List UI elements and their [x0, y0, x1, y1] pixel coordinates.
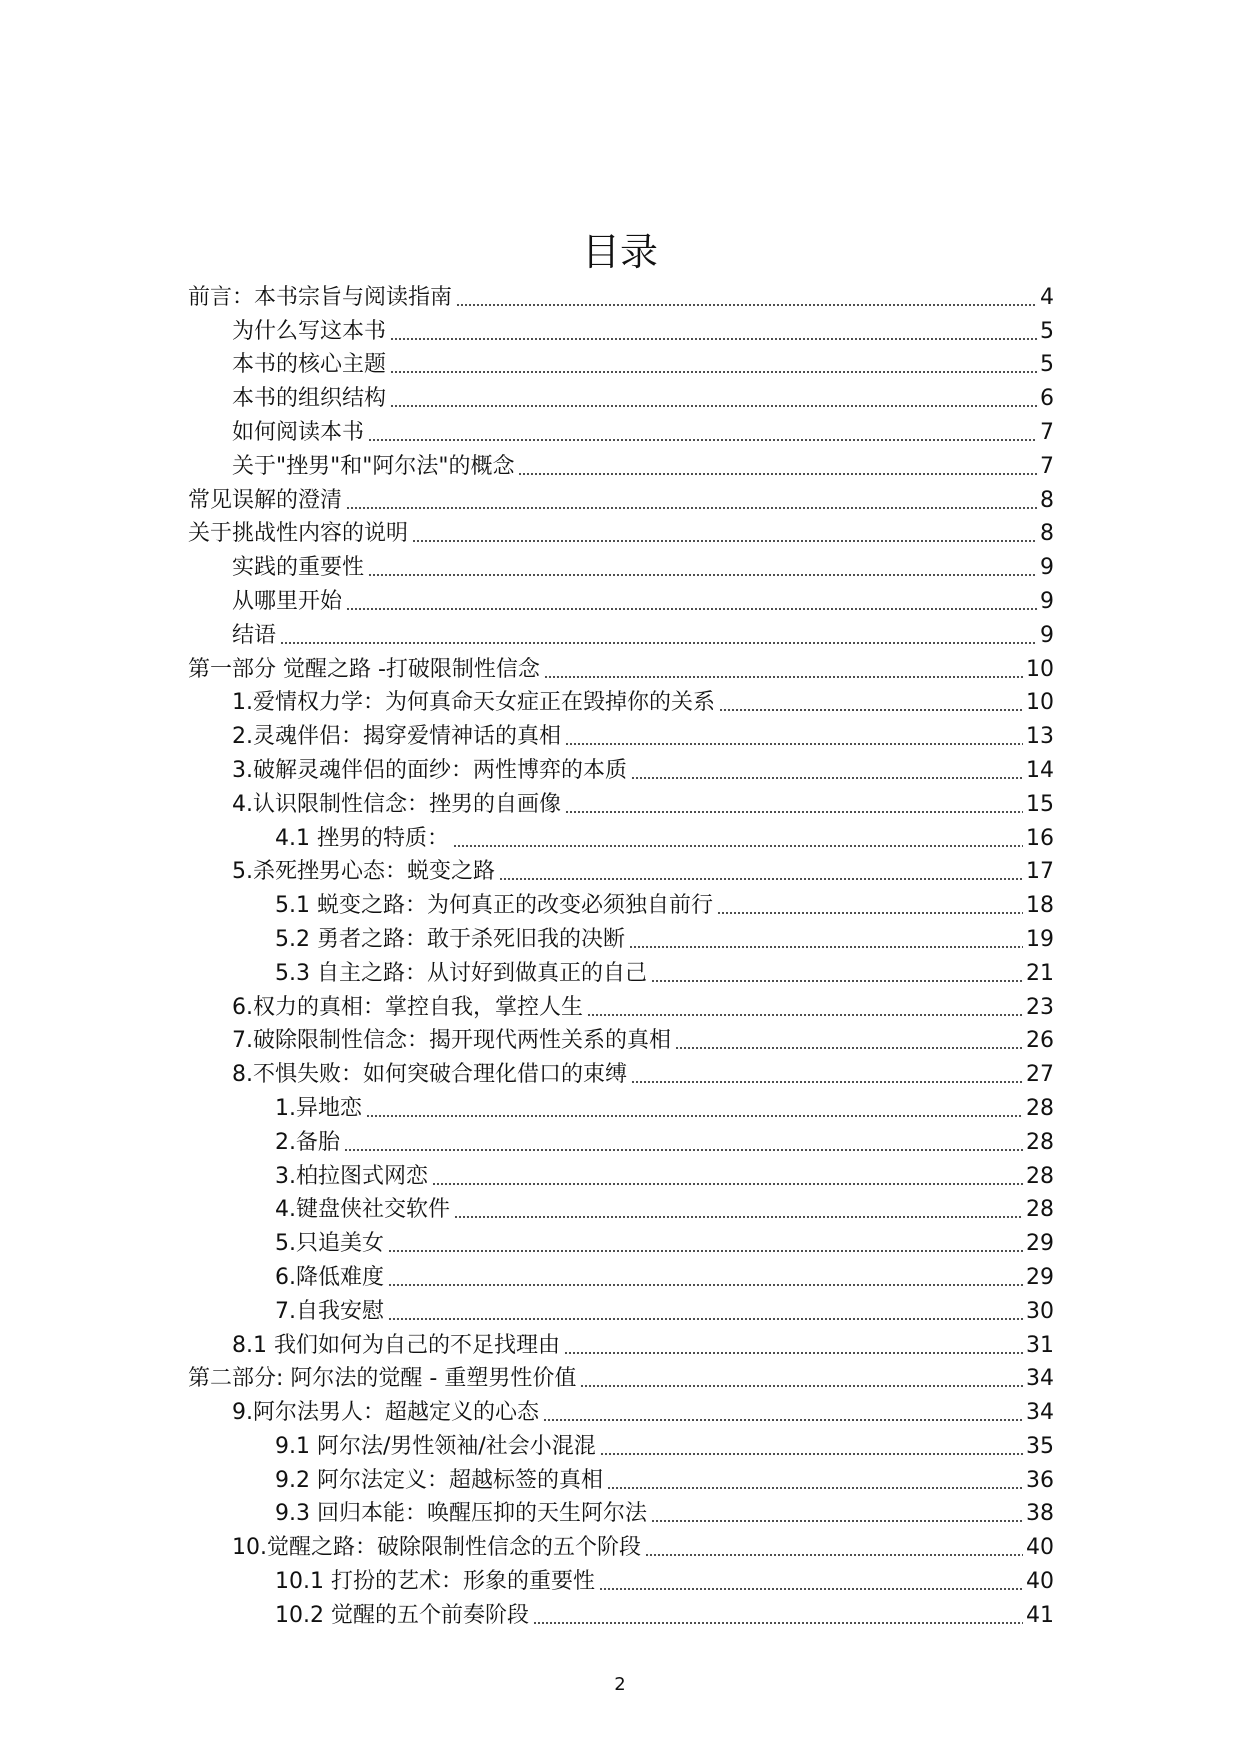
toc-entry-title: 6.降低难度: [275, 1264, 384, 1290]
toc-title: 目录: [581, 230, 658, 274]
toc-dot-leader: [719, 709, 1023, 711]
toc-entry[interactable]: [188, 313, 1054, 347]
toc-dot-leader: [717, 912, 1023, 914]
toc-dot-leader: [533, 1622, 1023, 1624]
toc-entry-page: 30: [1026, 1298, 1054, 1324]
toc-entry-page: 40: [1026, 1535, 1054, 1561]
toc-entry-page: 19: [1026, 926, 1054, 952]
toc-entry-title: 9.1 阿尔法/男性领袖/社会小混混: [275, 1433, 596, 1459]
toc-entry-page: 5: [1040, 318, 1054, 344]
toc-entry-title: 5.只追美女: [275, 1231, 384, 1257]
toc-entry-title: 4.键盘侠社交软件: [275, 1197, 450, 1223]
toc-entry[interactable]: [188, 887, 1054, 921]
toc-entry-page: 13: [1026, 724, 1054, 750]
toc-dot-leader: [390, 405, 1037, 407]
toc-entry-title: 8.不惧失败：如何突破合理化借口的束缚: [232, 1062, 627, 1088]
toc-entry-page: 38: [1026, 1501, 1054, 1527]
toc-dot-leader: [344, 1149, 1023, 1151]
toc-entry[interactable]: [188, 1563, 1054, 1597]
toc-entry-page: 23: [1026, 994, 1054, 1020]
toc-entry-title: 第一部分 觉醒之路 -打破限制性信念: [188, 656, 540, 682]
toc-dot-leader: [388, 1284, 1023, 1286]
toc-entry-page: 9: [1040, 588, 1054, 614]
toc-entry-title: 关于"挫男"和"阿尔法"的概念: [232, 453, 515, 479]
toc-entry-title: 4.1 挫男的特质：: [275, 825, 449, 851]
toc-entry[interactable]: [188, 516, 1054, 550]
toc-entry-page: 18: [1026, 893, 1054, 919]
toc-entry[interactable]: [188, 921, 1054, 955]
toc-dot-leader: [368, 574, 1037, 576]
toc-entry[interactable]: [188, 989, 1054, 1023]
toc-entry-title: 3.柏拉图式网恋: [275, 1163, 428, 1189]
toc-entry-page: 10: [1026, 690, 1054, 716]
toc-entry[interactable]: [188, 1496, 1054, 1530]
toc-dot-leader: [631, 777, 1023, 779]
toc-entry[interactable]: [188, 820, 1054, 854]
toc-dot-leader: [645, 1554, 1023, 1556]
toc-entry-page: 9: [1040, 555, 1054, 581]
toc-dot-leader: [631, 1081, 1023, 1083]
toc-entry-page: 15: [1026, 791, 1054, 817]
toc-entry-title: 6.权力的真相：掌控自我，掌控人生: [232, 994, 583, 1020]
toc-entry[interactable]: [188, 448, 1054, 482]
toc-entry[interactable]: [188, 1529, 1054, 1563]
toc-dot-leader: [564, 1352, 1023, 1354]
toc-entry-title: 7.破除限制性信念：揭开现代两性关系的真相: [232, 1028, 671, 1054]
toc-dot-leader: [675, 1047, 1023, 1049]
toc-dot-leader: [346, 507, 1037, 509]
toc-dot-leader: [518, 473, 1037, 475]
toc-entry[interactable]: [188, 1259, 1054, 1293]
toc-entry[interactable]: [188, 1462, 1054, 1496]
toc-entry-title: 3.破解灵魂伴侣的面纱：两性博弈的本质: [232, 757, 627, 783]
toc-entry[interactable]: [188, 955, 1054, 989]
toc-entry[interactable]: [188, 380, 1054, 414]
toc-entry-title: 本书的核心主题: [232, 352, 387, 378]
toc-entry-page: 35: [1026, 1433, 1054, 1459]
toc-entry-title: 2.灵魂伴侣：揭穿爱情神话的真相: [232, 724, 561, 750]
toc-dot-leader: [599, 1588, 1023, 1590]
toc-entry[interactable]: [188, 1361, 1054, 1395]
toc-entry-page: 9: [1040, 622, 1054, 648]
toc-dot-leader: [390, 338, 1037, 340]
toc-entry-page: 8: [1040, 521, 1054, 547]
toc-entry[interactable]: [188, 549, 1054, 583]
toc-entry[interactable]: [188, 1225, 1054, 1259]
toc-entry-page: 5: [1040, 352, 1054, 378]
toc-entry-title: 本书的组织结构: [232, 386, 387, 412]
toc-entry-title: 为什么写这本书: [232, 318, 387, 344]
toc-dot-leader: [346, 608, 1037, 610]
toc-dot-leader: [432, 1183, 1023, 1185]
toc-entry[interactable]: [188, 786, 1054, 820]
toc-dot-leader: [600, 1453, 1023, 1455]
toc-entry-title: 5.3 自主之路：从讨好到做真正的自己: [275, 960, 647, 986]
toc-entry[interactable]: [188, 1056, 1054, 1090]
toc-entry-title: 1.爱情权力学：为何真命天女症正在毁掉你的关系: [232, 690, 715, 716]
toc-dot-leader: [280, 642, 1037, 644]
toc-entry-page: 7: [1040, 419, 1054, 445]
toc-entry-page: 34: [1026, 1366, 1054, 1392]
toc-entry[interactable]: [188, 617, 1054, 651]
toc-entry[interactable]: [188, 718, 1054, 752]
toc-dot-leader: [565, 743, 1023, 745]
page-number: 2: [614, 1674, 626, 1695]
toc-entry-title: 5.2 勇者之路：敢于杀死旧我的决断: [275, 926, 625, 952]
toc-dot-leader: [453, 845, 1023, 847]
toc-entry-page: 21: [1026, 960, 1054, 986]
toc-entry-page: 26: [1026, 1028, 1054, 1054]
toc-entry-title: 结语: [232, 622, 277, 648]
toc-entry[interactable]: [188, 1428, 1054, 1462]
toc-entry-title: 常见误解的澄清: [188, 487, 343, 513]
toc-entry[interactable]: [188, 1023, 1054, 1057]
toc-dot-leader: [412, 540, 1037, 542]
toc-entry-title: 10.1 打扮的艺术：形象的重要性: [275, 1569, 595, 1595]
toc-entry-page: 27: [1026, 1062, 1054, 1088]
toc-dot-leader: [390, 371, 1037, 373]
toc-entry-title: 关于挑战性内容的说明: [188, 521, 409, 547]
toc-entry-page: 34: [1026, 1400, 1054, 1426]
toc-list: [188, 279, 1054, 1631]
toc-entry-title: 10.2 觉醒的五个前奏阶段: [275, 1602, 529, 1628]
toc-dot-leader: [544, 676, 1023, 678]
toc-entry[interactable]: [188, 752, 1054, 786]
toc-entry-page: 28: [1026, 1197, 1054, 1223]
toc-entry-page: 29: [1026, 1264, 1054, 1290]
toc-entry-title: 实践的重要性: [232, 555, 365, 581]
toc-entry-page: 4: [1040, 284, 1054, 310]
toc-dot-leader: [587, 1014, 1023, 1016]
toc-entry-title: 8.1 我们如何为自己的不足找理由: [232, 1332, 560, 1358]
toc-entry[interactable]: [188, 1090, 1054, 1124]
toc-entry[interactable]: [188, 482, 1054, 516]
toc-dot-leader: [366, 1115, 1023, 1117]
toc-entry-page: 17: [1026, 859, 1054, 885]
toc-entry-page: 16: [1026, 825, 1054, 851]
toc-dot-leader: [629, 946, 1023, 948]
toc-entry[interactable]: [188, 651, 1054, 685]
toc-dot-leader: [565, 811, 1023, 813]
toc-dot-leader: [388, 1250, 1023, 1252]
toc-entry-page: 41: [1026, 1602, 1054, 1628]
toc-entry[interactable]: [188, 1192, 1054, 1226]
toc-entry-page: 7: [1040, 453, 1054, 479]
toc-entry-page: 28: [1026, 1095, 1054, 1121]
toc-dot-leader: [651, 1520, 1023, 1522]
toc-dot-leader: [499, 878, 1023, 880]
toc-entry[interactable]: [188, 1394, 1054, 1428]
toc-entry-title: 4.认识限制性信念：挫男的自画像: [232, 791, 561, 817]
toc-entry-page: 28: [1026, 1129, 1054, 1155]
toc-dot-leader: [543, 1419, 1023, 1421]
toc-entry-page: 28: [1026, 1163, 1054, 1189]
toc-entry-page: 36: [1026, 1467, 1054, 1493]
toc-entry-page: 40: [1026, 1569, 1054, 1595]
toc-entry-page: 29: [1026, 1231, 1054, 1257]
toc-entry[interactable]: [188, 347, 1054, 381]
toc-entry-title: 10.觉醒之路：破除限制性信念的五个阶段: [232, 1535, 641, 1561]
toc-entry[interactable]: [188, 583, 1054, 617]
toc-entry[interactable]: [188, 1124, 1054, 1158]
toc-entry-title: 1.异地恋: [275, 1095, 362, 1121]
toc-entry-page: 31: [1026, 1332, 1054, 1358]
toc-entry-title: 第二部分: 阿尔法的觉醒 - 重塑男性价值: [188, 1366, 577, 1392]
toc-entry-page: 8: [1040, 487, 1054, 513]
toc-entry-title: 9.3 回归本能：唤醒压抑的天生阿尔法: [275, 1501, 647, 1527]
toc-entry-title: 7.自我安慰: [275, 1298, 384, 1324]
toc-entry-page: 14: [1026, 757, 1054, 783]
toc-entry-title: 前言：本书宗旨与阅读指南: [188, 284, 453, 310]
toc-entry-title: 5.杀死挫男心态：蜕变之路: [232, 859, 495, 885]
toc-entry[interactable]: [188, 1293, 1054, 1327]
toc-entry-page: 6: [1040, 386, 1054, 412]
toc-dot-leader: [368, 439, 1037, 441]
toc-entry-title: 如何阅读本书: [232, 419, 365, 445]
toc-entry[interactable]: [188, 1327, 1054, 1361]
toc-dot-leader: [607, 1487, 1023, 1489]
toc-entry[interactable]: [188, 279, 1054, 313]
toc-entry[interactable]: [188, 414, 1054, 448]
toc-dot-leader: [454, 1216, 1023, 1218]
toc-entry[interactable]: [188, 854, 1054, 888]
toc-dot-leader: [651, 980, 1023, 982]
toc-entry[interactable]: [188, 1597, 1054, 1631]
toc-entry-title: 5.1 蜕变之路：为何真正的改变必须独自前行: [275, 893, 713, 919]
toc-entry[interactable]: [188, 1158, 1054, 1192]
toc-dot-leader: [456, 304, 1037, 306]
toc-entry[interactable]: [188, 685, 1054, 719]
toc-entry-title: 从哪里开始: [232, 588, 343, 614]
toc-entry-title: 9.阿尔法男人：超越定义的心态: [232, 1400, 539, 1426]
toc-entry-page: 10: [1026, 656, 1054, 682]
toc-entry-title: 2.备胎: [275, 1129, 340, 1155]
toc-entry-title: 9.2 阿尔法定义：超越标签的真相: [275, 1467, 603, 1493]
toc-dot-leader: [388, 1318, 1023, 1320]
toc-dot-leader: [580, 1385, 1023, 1387]
